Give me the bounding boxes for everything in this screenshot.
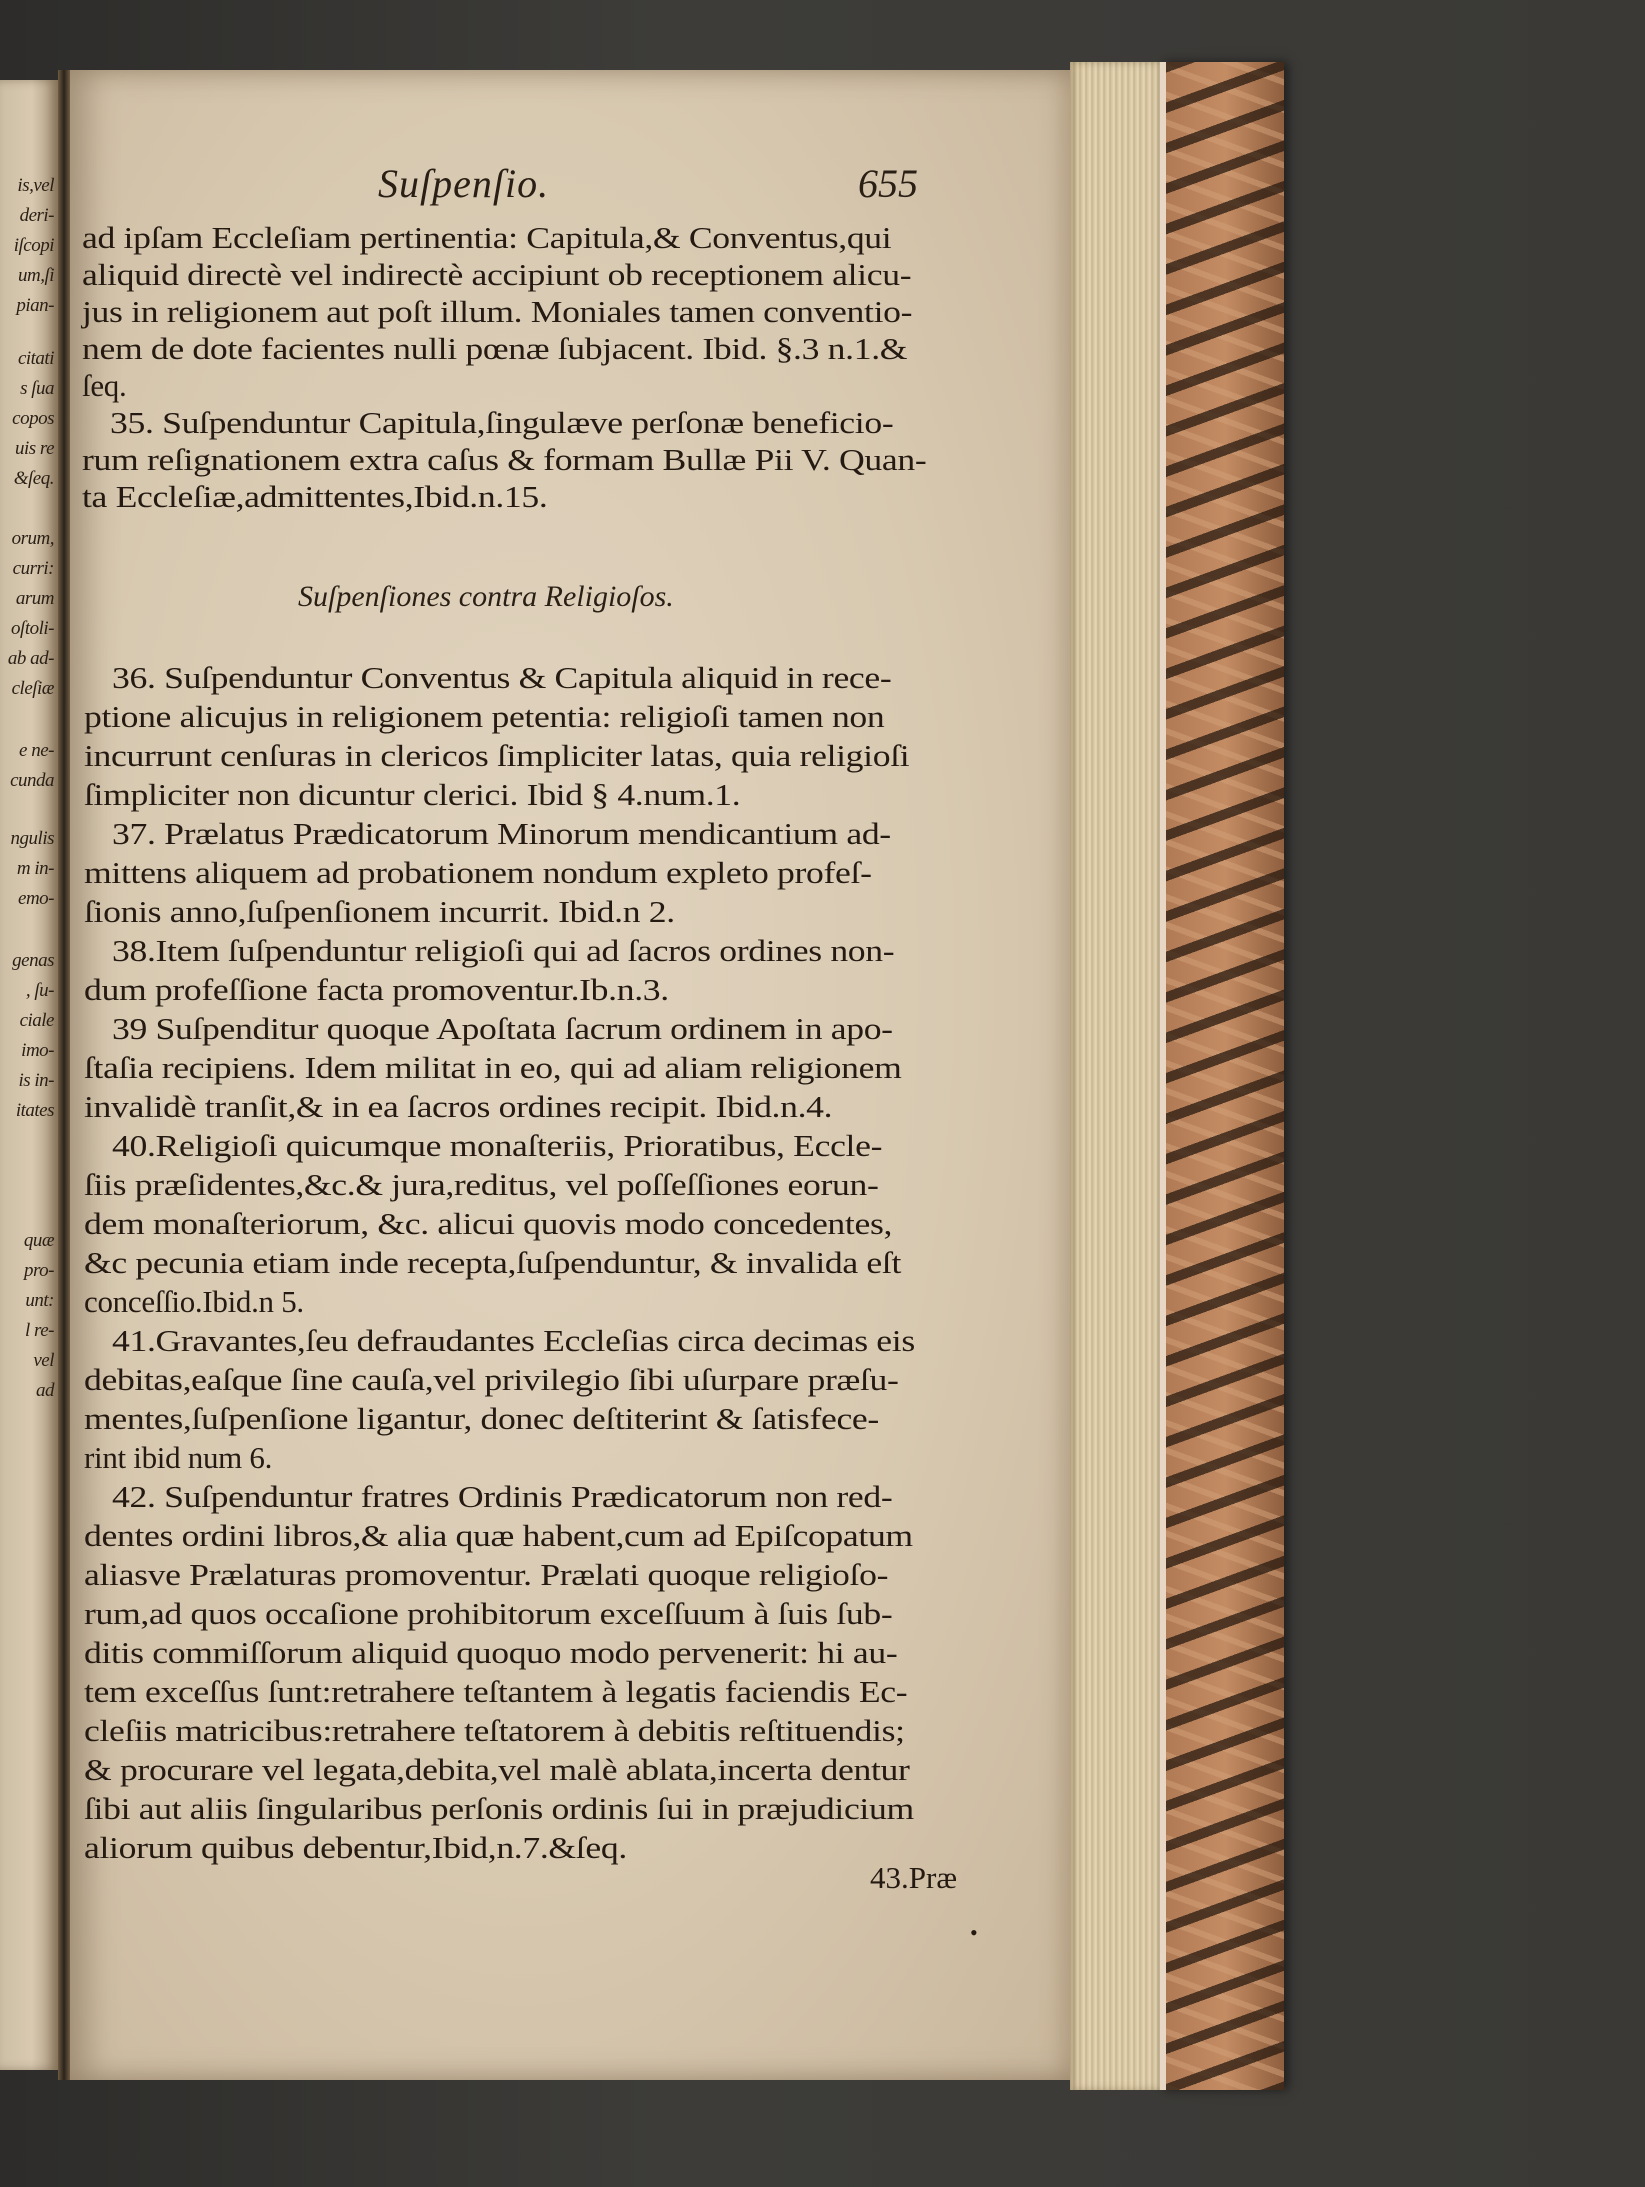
left-margin-fragment: &ſeq.: [13, 468, 54, 489]
text-line: 39 Suſpenditur quoque Apoſtata ſacrum ordinem in apo-: [112, 1011, 893, 1046]
text-line: invalidè tranſit,& in ea ſacros ordines recipit. Ibid.n.4.: [84, 1089, 833, 1124]
text-line: ſionis anno,ſuſpenſionem incurrit. Ibid.n 2.: [84, 894, 675, 929]
left-margin-fragment: arum: [15, 588, 54, 609]
left-margin-fragment: ciale: [19, 1010, 54, 1031]
text-line: 40.Religioſi quicumque monaſteriis, Prioratibus, Eccle-: [112, 1128, 883, 1163]
text-line: ad ipſam Eccleſiam pertinentia: Capitula,& Conventus,qui: [82, 220, 892, 255]
left-margin-fragment: ab ad-: [7, 648, 54, 669]
left-margin-fragment: deri-: [19, 205, 54, 226]
text-line: dentes ordini libros,& alia quæ habent,cum ad Epiſcopatum: [84, 1518, 913, 1553]
text-line: mentes,ſuſpenſione ligantur, donec deſtiterint & ſatisfece-: [84, 1401, 879, 1436]
left-page-fragment: [0, 80, 58, 2070]
text-line: dum profeſſione facta promoventur.Ib.n.3.: [84, 972, 669, 1007]
right-page: [70, 70, 1070, 2080]
page-number: 655: [858, 161, 918, 206]
text-line: 38.Item ſuſpenduntur religioſi qui ad ſacros ordines non-: [112, 933, 895, 968]
text-line: aliquid directè vel indirectè accipiunt ob receptionem alicu-: [82, 257, 912, 292]
left-margin-fragment: e ne-: [19, 740, 54, 761]
text-line: aliasve Prælaturas promoventur. Prælati quoque religioſo-: [84, 1557, 889, 1592]
left-margin-fragment: pian-: [16, 295, 54, 316]
left-margin-fragment: iſcopi: [13, 235, 54, 256]
section-subheading: Suſpenſiones contra Religioſos.: [298, 580, 674, 613]
left-margin-fragment: um,ſi: [17, 265, 54, 286]
left-margin-fragment: is in-: [18, 1070, 54, 1091]
left-margin-fragment: imo-: [21, 1040, 54, 1061]
text-line: ptione alicujus in religionem petentia: religioſi tamen non: [84, 699, 885, 734]
text-line: ſiis præſidentes,&c.& jura,reditus, vel poſſeſſiones eorun-: [84, 1167, 879, 1202]
left-margin-fragment: ad: [36, 1380, 54, 1401]
left-margin-fragment: pro-: [23, 1260, 54, 1281]
left-margin-fragment: ngulis: [10, 828, 54, 849]
text-line: cleſiis matricibus:retrahere teſtatorem à debitis reſtituendis;: [84, 1713, 905, 1748]
left-margin-fragment: copos: [12, 408, 54, 429]
text-line: ta Eccleſiæ,admittentes,Ibid.n.15.: [82, 479, 548, 514]
text-line: 36. Suſpenduntur Conventus & Capitula aliquid in rece-: [112, 660, 892, 695]
marbled-cover-board: [1160, 62, 1284, 2090]
text-line: jus in religionem aut poſt illum. Moniales tamen conventio-: [82, 294, 913, 329]
page-fore-edge: [1070, 62, 1165, 2090]
text-line: rint ibid num 6.: [84, 1440, 273, 1475]
catchword: 43.Præ: [870, 1860, 957, 1895]
left-margin-fragment: quæ: [23, 1230, 54, 1251]
left-margin-fragment: cleſiæ: [11, 678, 54, 699]
left-margin-fragment: oſtoli-: [11, 618, 54, 639]
left-margin-fragment: itates: [15, 1100, 54, 1121]
left-margin-fragment: curri:: [12, 558, 54, 579]
book-gutter: [58, 70, 70, 2080]
signature-mark: •: [970, 1920, 978, 1945]
text-line: ſimpliciter non dicuntur clerici. Ibid § 4.num.1.: [84, 777, 741, 812]
left-margin-fragment: emo-: [18, 888, 54, 909]
text-line: dem monaſteriorum, &c. alicui quovis modo concedentes,: [84, 1206, 893, 1241]
left-margin-fragment: unt:: [25, 1290, 54, 1311]
left-margin-fragment: vel: [33, 1350, 54, 1371]
left-page-margin-text: [0, 80, 58, 2070]
text-line: tem exceſſus ſunt:retrahere teſtantem à legatis faciendis Ec-: [84, 1674, 908, 1709]
left-margin-fragment: s ſua: [20, 378, 54, 399]
left-margin-fragment: genas: [12, 950, 54, 971]
text-line: & procurare vel legata,debita,vel malè ablata,incerta dentur: [84, 1752, 910, 1787]
text-line: ſeq.: [82, 368, 127, 403]
text-line: ditis commiſſorum aliquid quoquo modo pervenerit: hi au-: [84, 1635, 898, 1670]
text-line: ſibi aut aliis ſingularibus perſonis ordinis ſui in præjudicium: [84, 1791, 914, 1826]
running-head: Suſpenſio.: [378, 161, 550, 206]
text-line: conceſſio.Ibid.n 5.: [84, 1284, 304, 1319]
text-line: 37. Prælatus Prædicatorum Minorum mendicantium ad-: [112, 816, 891, 851]
text-line: rum,ad quos occaſione prohibitorum exceſſuum à ſuis ſub-: [84, 1596, 893, 1631]
left-margin-fragment: l re-: [25, 1320, 54, 1341]
text-line: debitas,eaſque ſine cauſa,vel privilegio ſibi uſurpare præſu-: [84, 1362, 899, 1397]
text-line: rum reſignationem extra caſus & formam Bullæ Pii V. Quan-: [82, 442, 927, 477]
left-margin-fragment: cunda: [10, 770, 54, 791]
left-margin-fragment: orum,: [11, 528, 54, 549]
text-line: ſtaſia recipiens. Idem militat in eo, qui ad aliam religionem: [84, 1050, 902, 1085]
left-margin-fragment: , ſu-: [25, 980, 54, 1001]
left-margin-fragment: citati: [17, 348, 54, 369]
text-line: nem de dote facientes nulli pœnæ ſubjacent. Ibid. §.3 n.1.&: [82, 331, 908, 366]
text-line: mittens aliquem ad probationem nondum expleto profeſ-: [84, 855, 872, 890]
text-line: 35. Suſpenduntur Capitula,ſingulæve perſonæ beneficio-: [110, 405, 894, 440]
text-line: 42. Suſpenduntur fratres Ordinis Prædicatorum non red-: [112, 1479, 893, 1514]
text-line: aliorum quibus debentur,Ibid,n.7.&ſeq.: [84, 1830, 627, 1865]
text-line: 41.Gravantes,ſeu defraudantes Eccleſias circa decimas eis: [112, 1323, 915, 1358]
left-margin-fragment: is,vel: [17, 175, 54, 196]
text-line: incurrunt cenſuras in clericos ſimpliciter latas, quia religioſi: [84, 738, 910, 773]
left-margin-fragment: m in-: [16, 858, 54, 879]
text-line: &c pecunia etiam inde recepta,ſuſpenduntur, & invalida eſt: [84, 1245, 902, 1280]
left-margin-fragment: uis re: [14, 438, 54, 459]
